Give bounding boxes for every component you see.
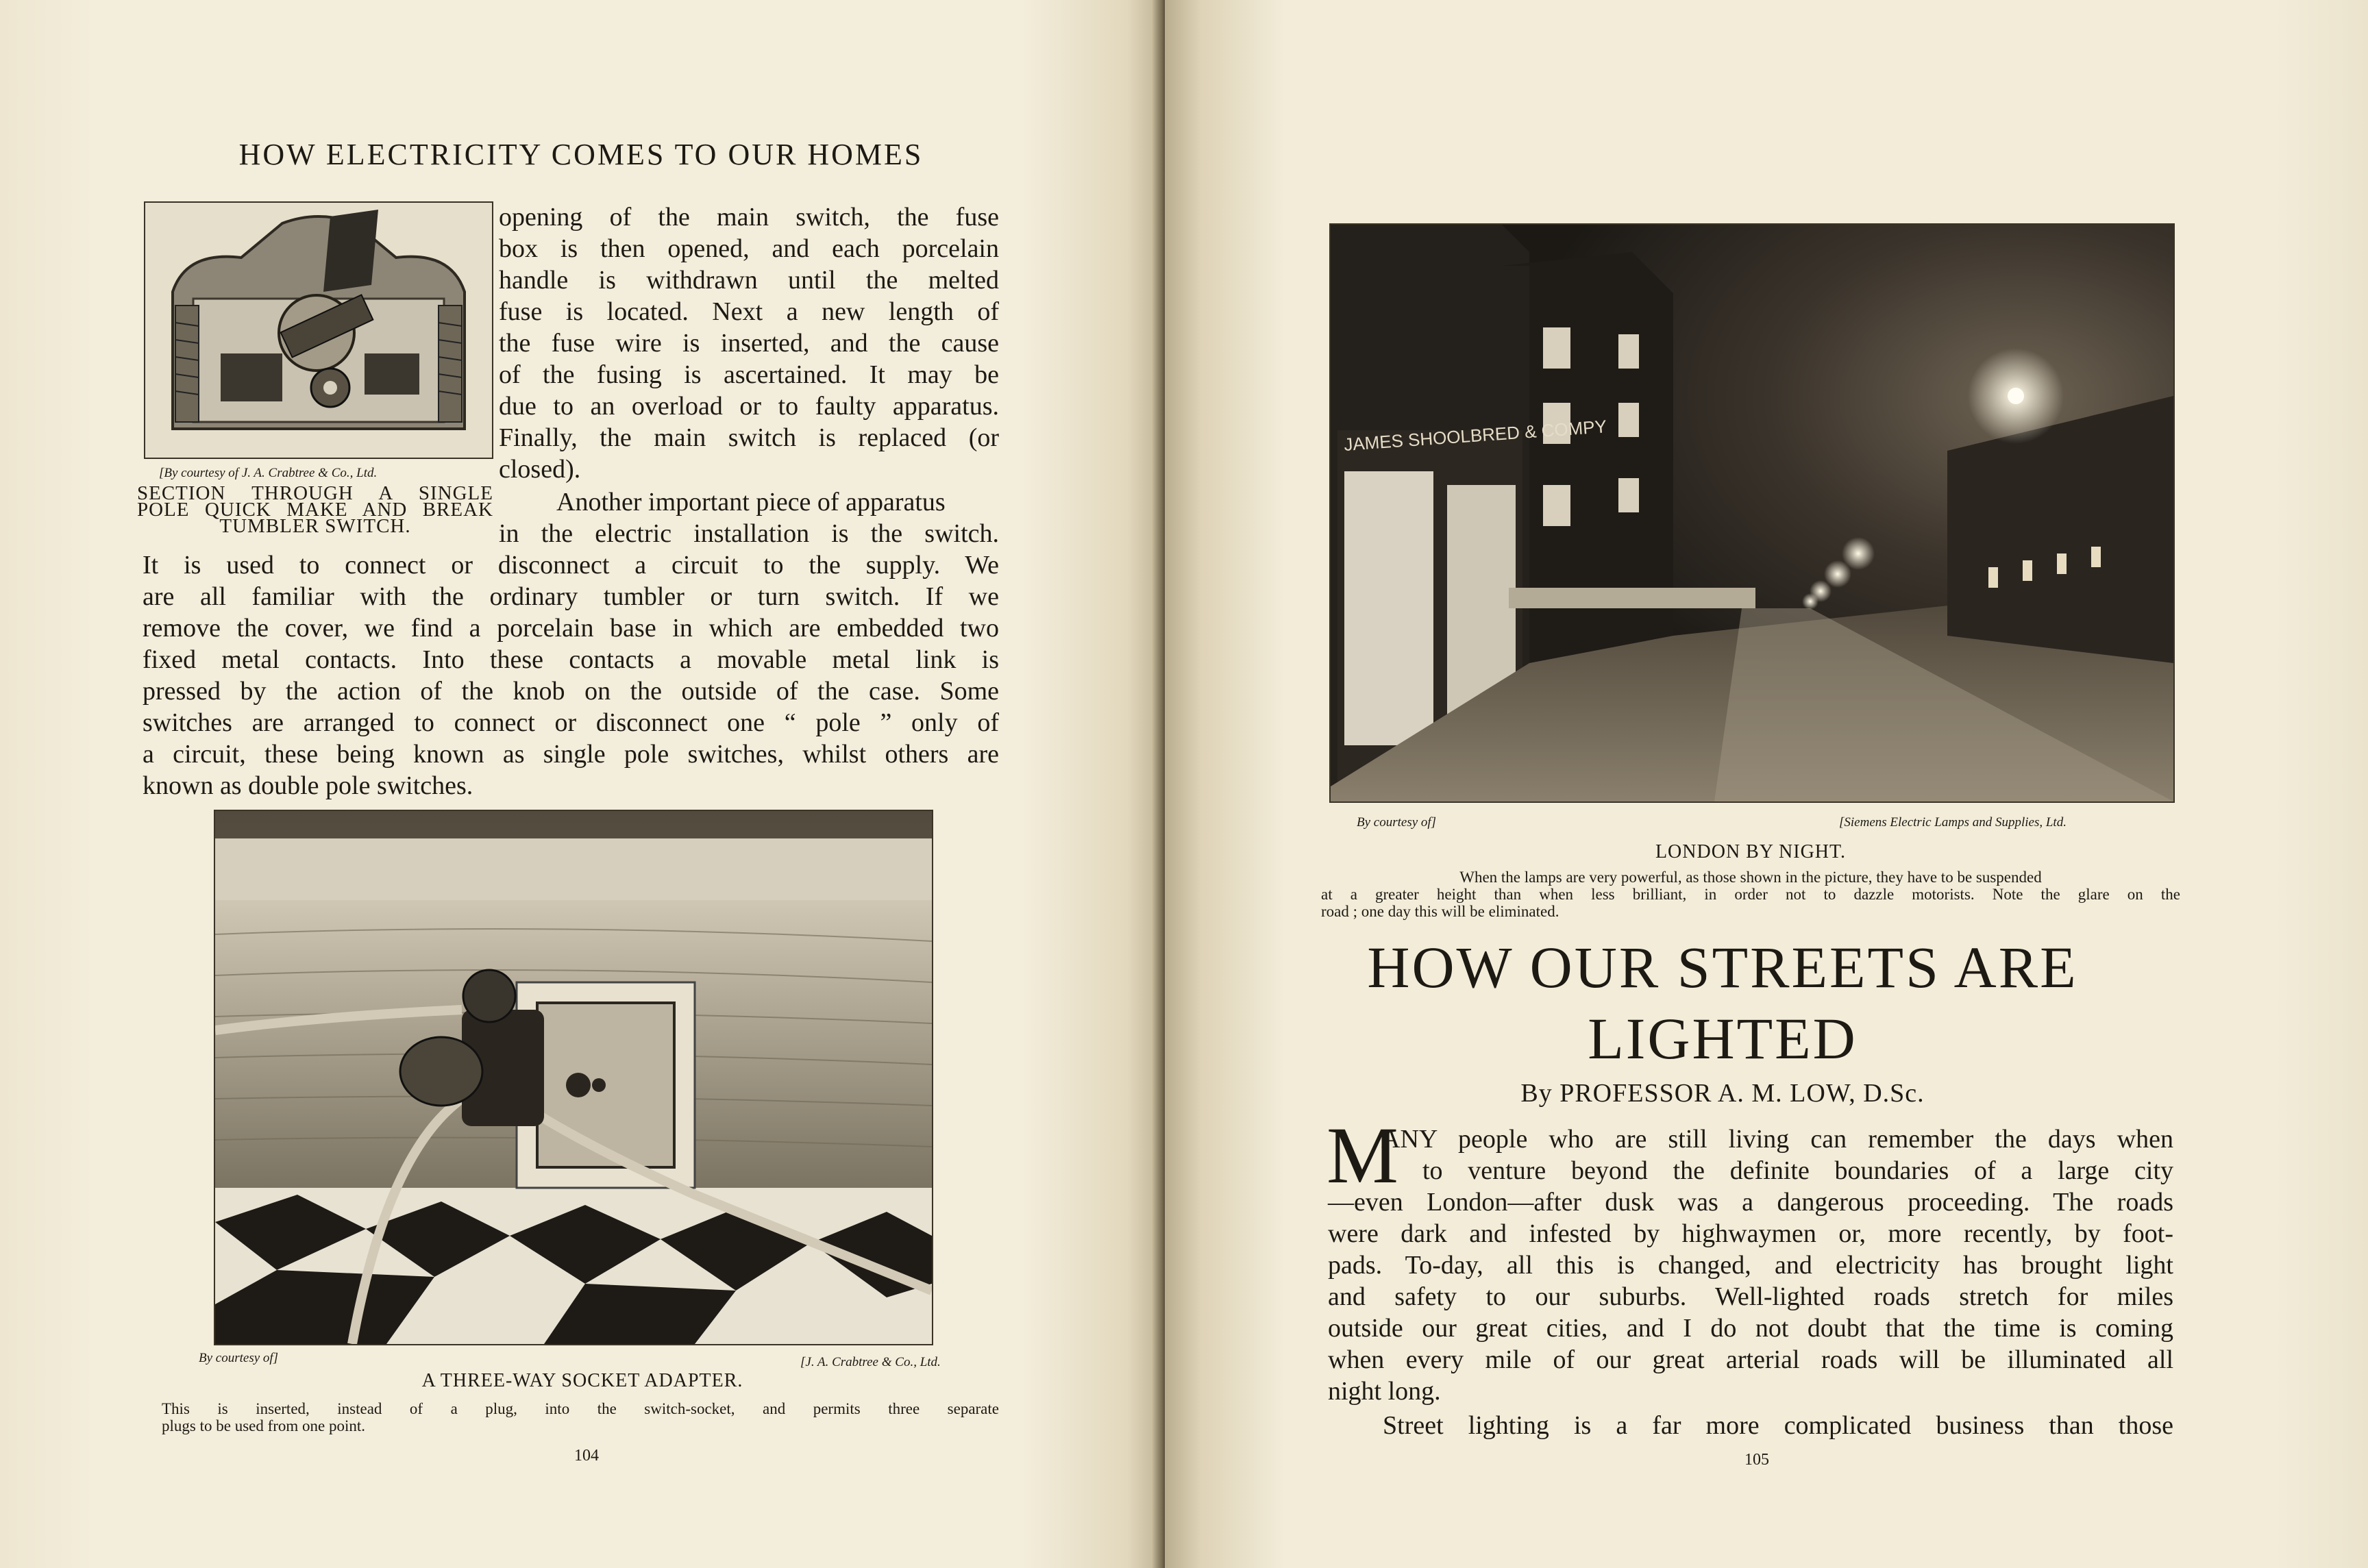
column-line: opening of the main switch, the fuse (499, 203, 999, 232)
running-head: HOW ELECTRICITY COMES TO OUR HOMES (238, 138, 924, 171)
article-line: to venture beyond the definite boundaries of a large city (1422, 1156, 2173, 1185)
figure-caption-line: at a greater height than when less brilliant, in order not to dazzle motorists. Note the glare on the (1321, 886, 2180, 903)
street-night-drawing (1331, 225, 2173, 801)
column-line: the fuse wire is inserted, and the cause (499, 329, 999, 358)
body-line: a circuit, these being known as single pole switches, whilst others are (143, 740, 999, 769)
figure1-caption (137, 482, 493, 537)
figure1-caption-line: SECTION THROUGH A SINGLE (137, 482, 493, 504)
column-line: due to an overload or to faulty apparatus. (499, 392, 999, 421)
figure2-title: A THREE-WAY SOCKET ADAPTER. (421, 1370, 743, 1391)
column-line: of the fusing is ascertained. It may be (499, 360, 999, 389)
socket-adapter-photo (214, 810, 933, 1345)
body-line: It is used to connect or disconnect a circuit to the supply. We (143, 551, 999, 580)
article-line: Street lighting is a far more complicated business than those (1383, 1411, 2173, 1440)
figure1-caption-line: TUMBLER SWITCH. (219, 515, 411, 537)
body-line: fixed metal contacts. Into these contacts a movable metal link is (143, 645, 999, 674)
figure2-caption-line: plugs to be used from one point. (162, 1417, 366, 1434)
article-line: when every mile of our great arterial roads will be illuminated all (1328, 1345, 2173, 1374)
article-title-line2: LIGHTED (1588, 1006, 1858, 1071)
figure1-credit: [By courtesy of J. A. Crabtree & Co., Ltd. (159, 466, 378, 480)
shop-sign-text: JAMES SHOOLBRED & COMPY (1343, 416, 1607, 455)
figure-caption (1321, 869, 2180, 920)
page-number-right: 105 (1744, 1451, 1769, 1469)
article-title-line1: HOW OUR STREETS ARE (1367, 934, 2078, 1000)
column-line: in the electric installation is the switch. (499, 519, 999, 548)
london-by-night-photo (1329, 223, 2175, 803)
body-line: pressed by the action of the knob on the outside of the case. Some (143, 677, 999, 706)
article-line: and safety to our suburbs. Well-lighted roads stretch for miles (1328, 1282, 2173, 1311)
body-line: remove the cover, we find a porcelain base in which are embedded two (143, 614, 999, 643)
tumbler-switch-illustration (144, 201, 493, 459)
article-line: —even London—after dusk was a dangerous proceeding. The roads (1328, 1188, 2173, 1217)
left-page (0, 0, 1162, 1568)
figure-credit-right: [Siemens Electric Lamps and Supplies, Ltd. (1839, 815, 2067, 830)
figure-credit-left: By courtesy of] (1357, 815, 1437, 830)
figure-caption-line: When the lamps are very powerful, as those shown in the picture, they have to be suspended (1459, 869, 2042, 886)
figure2-caption (162, 1400, 999, 1434)
drop-cap: M (1327, 1110, 1398, 1200)
switch-section-drawing (145, 203, 492, 458)
article-line: night long. (1328, 1377, 1441, 1406)
figure1-caption-line: POLE QUICK MAKE AND BREAK (137, 499, 493, 521)
article-line: ANY people who are still living can remember the days when (1381, 1125, 2173, 1154)
figure-title: LONDON BY NIGHT. (1655, 841, 1847, 862)
body-line: switches are arranged to connect or disconnect one “ pole ” only of (143, 708, 999, 737)
column-line: box is then opened, and each porcelain (499, 234, 999, 263)
right-page (1165, 0, 2368, 1568)
body-line: known as double pole switches. (143, 771, 473, 800)
column-line: Another important piece of apparatus (556, 488, 946, 517)
article-line: were dark and infested by highwaymen or, more recently, by foot- (1328, 1219, 2173, 1248)
figure2-credit-right: [J. A. Crabtree & Co., Ltd. (800, 1355, 941, 1369)
column-line: fuse is located. Next a new length of (499, 297, 999, 326)
article-byline: By PROFESSOR A. M. LOW, D.Sc. (1520, 1079, 1925, 1108)
figure2-caption-line: This is inserted, instead of a plug, into the switch-socket, and permits three separate (162, 1400, 999, 1417)
page-number-left: 104 (574, 1447, 599, 1465)
column-line: Finally, the main switch is replaced (or (499, 423, 999, 452)
article-line: outside our great cities, and I do not doubt that the time is coming (1328, 1314, 2173, 1343)
figure2-credit-left: By courtesy of] (199, 1351, 279, 1365)
article-line: pads. To-day, all this is changed, and electricity has brought light (1328, 1251, 2173, 1280)
body-line: are all familiar with the ordinary tumbler or turn switch. If we (143, 582, 999, 611)
column-line: closed). (499, 455, 581, 484)
column-line: handle is withdrawn until the melted (499, 266, 999, 295)
figure-caption-line: road ; one day this will be eliminated. (1321, 903, 1559, 920)
socket-adapter-drawing (215, 811, 932, 1344)
